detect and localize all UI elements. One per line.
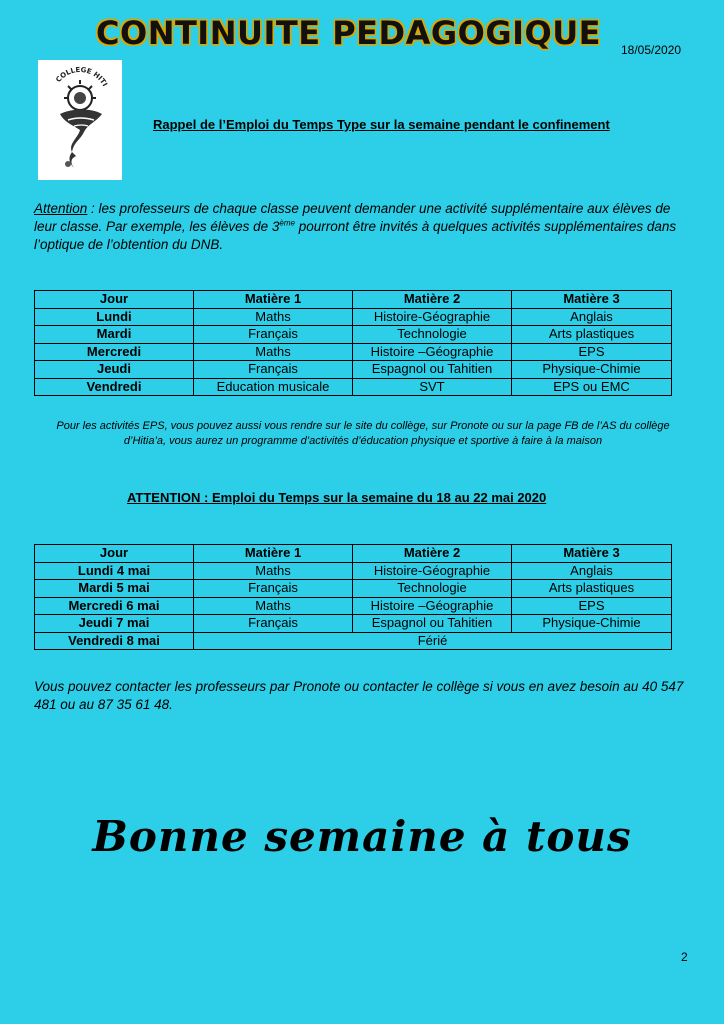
page-number: 2 [681, 950, 688, 964]
subject-cell: Physique-Chimie [512, 615, 672, 633]
subject-cell: Français [194, 580, 353, 598]
attention-text-1: : les professeurs de chaque classe peuvent demander une activité supplémentaire aux élèves de leur classe. Par exemple, les élèves de 3 [34, 201, 671, 234]
attention-sup: ème [279, 218, 295, 228]
col-header-day: Jour [35, 545, 194, 563]
subject-cell: Français [194, 326, 353, 344]
subject-cell: Maths [194, 597, 353, 615]
subject-cell: Maths [194, 308, 353, 326]
subject-cell: Espagnol ou Tahitien [353, 615, 512, 633]
subject-cell: Histoire-Géographie [353, 308, 512, 326]
subject-cell: Espagnol ou Tahitien [353, 361, 512, 379]
col-header-subject-3: Matière 3 [512, 545, 672, 563]
subject-cell: EPS ou EMC [512, 378, 672, 396]
logo-text: COLLEGE HITI [54, 65, 109, 88]
subject-cell: Français [194, 615, 353, 633]
week-timetable [34, 544, 672, 650]
day-cell: Jeudi [35, 361, 194, 379]
subject-cell: Histoire –Géographie [353, 597, 512, 615]
subject-cell: Maths [194, 562, 353, 580]
subject-cell: Arts plastiques [512, 326, 672, 344]
subject-cell: EPS [512, 597, 672, 615]
college-logo-graphic [38, 60, 122, 180]
subject-cell: SVT [353, 378, 512, 396]
day-cell: Mardi 5 mai [35, 580, 194, 598]
subject-cell: Arts plastiques [512, 580, 672, 598]
subject-cell: Maths [194, 343, 353, 361]
attention-label: Attention [34, 201, 88, 216]
table-row [35, 378, 672, 396]
table-row [35, 597, 672, 615]
attention-paragraph [34, 200, 684, 254]
table-row [35, 326, 672, 344]
subject-cell: Anglais [512, 308, 672, 326]
week-timetable-title: ATTENTION : Emploi du Temps sur la semaine du 18 au 22 mai 2020 [127, 490, 547, 505]
table-header-row [35, 545, 672, 563]
table-row [35, 361, 672, 379]
col-header-subject-1: Matière 1 [194, 291, 353, 309]
table-header-row [35, 291, 672, 309]
subject-cell: Education musicale [194, 378, 353, 396]
eps-note: Pour les activités EPS, vous pouvez aussi vous rendre sur le site du collège, sur Pronote ou sur la page FB de l’AS du collège d’Hitia’a, vous aurez un programme d’activités d’éducation physique et sportive à faire à la maison [56, 420, 670, 447]
day-cell: Mercredi 6 mai [35, 597, 194, 615]
subject-cell: Technologie [353, 326, 512, 344]
table-row [35, 580, 672, 598]
subject-cell: Histoire-Géographie [353, 562, 512, 580]
day-cell: Jeudi 7 mai [35, 615, 194, 633]
col-header-day: Jour [35, 291, 194, 309]
contact-paragraph: Vous pouvez contacter les professeurs par Pronote ou contacter le collège si vous en avez besoin au 40 547 481 ou au 87 35 61 48. [34, 679, 684, 712]
table-row [35, 308, 672, 326]
day-cell: Lundi 4 mai [35, 562, 194, 580]
closing-message: Bonne semaine à tous [92, 812, 632, 861]
col-header-subject-2: Matière 2 [353, 545, 512, 563]
table-row [35, 632, 672, 650]
day-cell: Mercredi [35, 343, 194, 361]
subject-cell: Histoire –Géographie [353, 343, 512, 361]
subject-cell: Technologie [353, 580, 512, 598]
table-row [35, 615, 672, 633]
svg-text:COLLEGE HITIAA [38, 60, 109, 88]
subject-cell: Français [194, 361, 353, 379]
day-cell: Mardi [35, 326, 194, 344]
college-logo [38, 60, 122, 180]
table-row [35, 343, 672, 361]
holiday-cell: Férié [194, 632, 672, 650]
document-date: 18/05/2020 [621, 43, 682, 57]
day-cell: Vendredi [35, 378, 194, 396]
subject-cell: Physique-Chimie [512, 361, 672, 379]
col-header-subject-3: Matière 3 [512, 291, 672, 309]
col-header-subject-2: Matière 2 [353, 291, 512, 309]
document-title: CONTINUITE PEDAGOGIQUE [96, 14, 602, 52]
subject-cell: EPS [512, 343, 672, 361]
section-subtitle: Rappel de l’Emploi du Temps Type sur la semaine pendant le confinement [153, 117, 610, 132]
day-cell: Vendredi 8 mai [35, 632, 194, 650]
standard-timetable [34, 290, 672, 396]
day-cell: Lundi [35, 308, 194, 326]
attention-text-2: pourront être invités à quelques activités supplémentaires dans l’optique de l’obtention du DNB. [34, 219, 677, 252]
table-row [35, 562, 672, 580]
col-header-subject-1: Matière 1 [194, 545, 353, 563]
subject-cell: Anglais [512, 562, 672, 580]
